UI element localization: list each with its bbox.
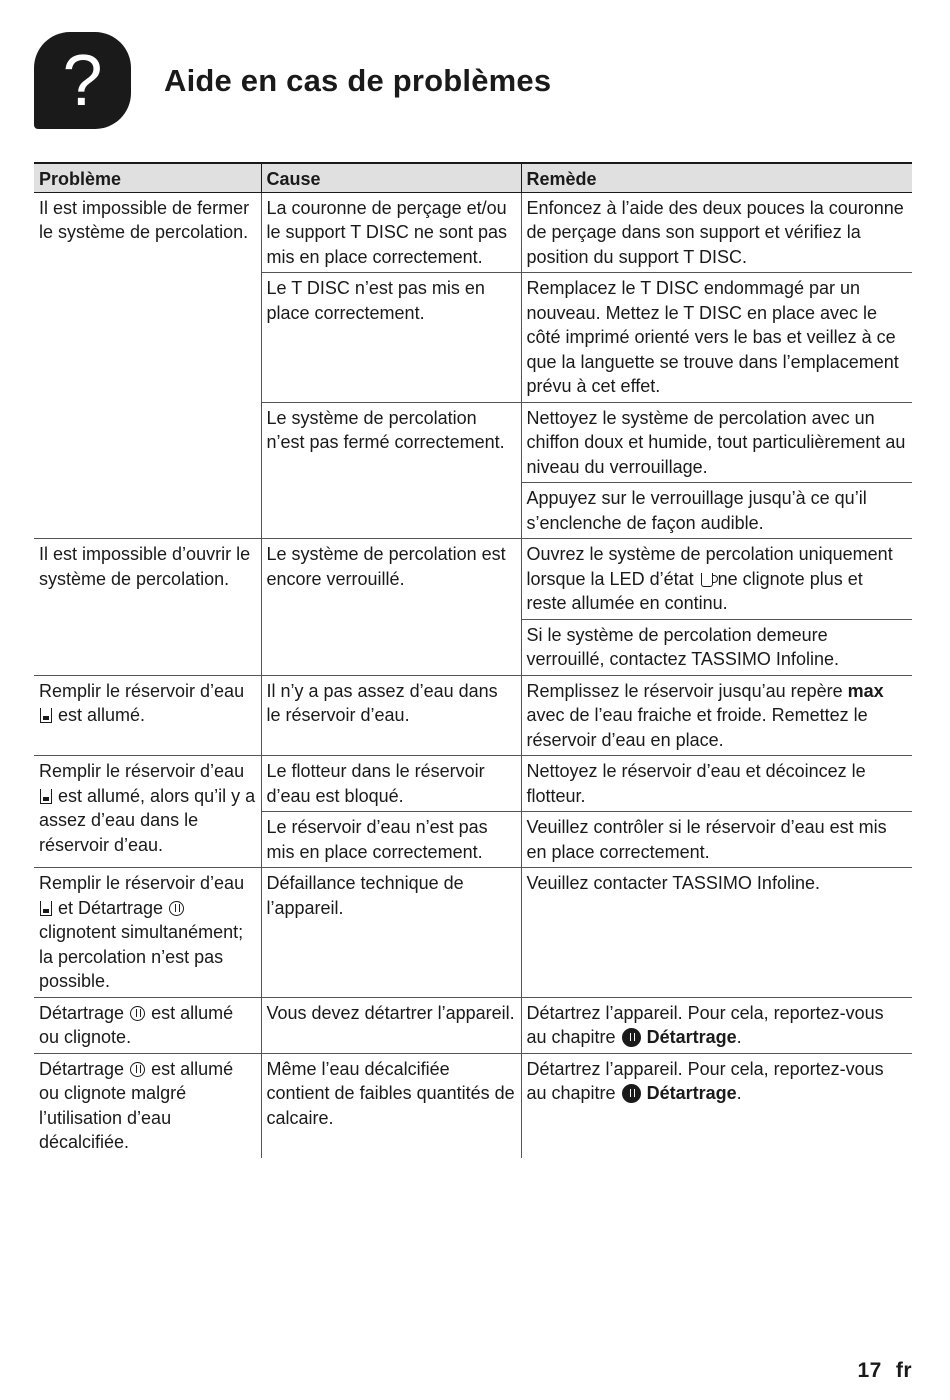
page-title: Aide en cas de problèmes (164, 62, 552, 98)
problem-text: Détartrage (39, 1058, 125, 1079)
cause-cell: Il n’y a pas assez d’eau dans le réservoir d’eau. (261, 675, 521, 756)
problem-text: Remplir le réservoir d’eau (39, 761, 245, 781)
problem-text: est allumé ou clignote. (39, 1002, 234, 1047)
descaling-chapter-icon (622, 1084, 641, 1103)
descaling-icon (169, 901, 184, 916)
column-header-remedy: Remède (521, 163, 912, 192)
remedy-cell (521, 675, 912, 756)
remedy-cell: Veuillez contacter TASSIMO Infoline. (521, 868, 912, 998)
water-tank-icon (40, 789, 52, 804)
cause-cell: Le T DISC n’est pas mis en place correctement. (261, 273, 521, 403)
table-row (34, 868, 912, 998)
remedy-cell (521, 997, 912, 1053)
remedy-text: Ouvrez le système de percolation uniquement lorsque la LED d’état (526, 544, 893, 589)
table-row (34, 192, 912, 273)
remedy-cell (521, 539, 912, 620)
table-row (34, 756, 912, 812)
cause-cell: Le réservoir d’eau n’est pas mis en place correctement. (261, 812, 521, 868)
descaling-icon (130, 1006, 145, 1021)
problem-text: clignotent simultanément; la percolation n’est pas possible. (39, 922, 244, 991)
problem-text: est allumé, alors qu’il y a assez d’eau dans le réservoir d’eau. (39, 785, 256, 855)
remedy-text: Détartrez l’appareil. Pour cela, reportez-vous au chapitre (526, 1058, 884, 1103)
chapter-reference: Détartrage (646, 1027, 737, 1047)
cause-cell: Défaillance technique de l’appareil. (261, 868, 521, 998)
cause-cell: La couronne de perçage et/ou le support T DISC ne sont pas mis en place correctement. (261, 192, 521, 273)
problem-cell: Il est impossible de fermer le système de percolation. (34, 192, 261, 539)
problem-text: et Détartrage (58, 897, 164, 918)
water-tank-icon (40, 901, 52, 916)
table-row (34, 1053, 912, 1158)
cause-cell: Le système de percolation est encore verrouillé. (261, 539, 521, 676)
remedy-text: ne clignote plus et reste allumée en continu. (526, 568, 863, 613)
remedy-text: . (736, 1027, 742, 1047)
page-number: 17 (857, 1359, 882, 1382)
remedy-text: avec de l’eau fraiche et froide. Remettez le réservoir d’eau en place. (526, 705, 868, 750)
max-mark-label: max (847, 680, 884, 701)
remedy-text: . (736, 1083, 742, 1103)
cause-cell: Le flotteur dans le réservoir d’eau est bloqué. (261, 756, 521, 812)
table-header-row (34, 163, 912, 192)
cause-cell: Vous devez détartrer l’appareil. (261, 997, 521, 1053)
descaling-chapter-icon (622, 1028, 641, 1047)
remedy-cell: Enfoncez à l’aide des deux pouces la couronne de perçage dans son support et vérifiez la position du support T DISC. (521, 192, 912, 273)
problem-text: est allumé ou clignote malgré l’utilisation d’eau décalcifiée. (39, 1058, 234, 1152)
problem-cell (34, 756, 261, 868)
problem-cell (34, 997, 261, 1053)
table-row (34, 539, 912, 620)
remedy-text: Remplissez le réservoir jusqu’au repère (526, 680, 843, 701)
descaling-icon (130, 1062, 145, 1077)
table-row (34, 675, 912, 756)
table-row (34, 997, 912, 1053)
water-tank-icon (40, 708, 52, 723)
question-mark-icon: ? (34, 32, 131, 129)
problem-text: Remplir le réservoir d’eau (39, 680, 245, 701)
cause-cell: Le système de percolation n’est pas fermé correctement. (261, 402, 521, 539)
troubleshooting-table (34, 162, 912, 1158)
problem-text: Détartrage (39, 1002, 125, 1023)
problem-text: Remplir le réservoir d’eau (39, 873, 245, 893)
problem-text: est allumé. (58, 705, 146, 725)
problem-cell (34, 868, 261, 998)
chapter-reference: Détartrage (646, 1083, 737, 1103)
column-header-cause: Cause (261, 163, 521, 192)
remedy-cell: Appuyez sur le verrouillage jusqu’à ce qu’il s’enclenche de façon audible. (521, 483, 912, 539)
cup-icon (701, 573, 713, 587)
remedy-cell: Veuillez contrôler si le réservoir d’eau est mis en place correctement. (521, 812, 912, 868)
problem-cell: Il est impossible d’ouvrir le système de percolation. (34, 539, 261, 676)
remedy-cell: Nettoyez le système de percolation avec un chiffon doux et humide, tout particulièrement au niveau du verrouillage. (521, 402, 912, 483)
remedy-text: Détartrez l’appareil. Pour cela, reportez-vous au chapitre (526, 1002, 884, 1047)
cause-cell: Même l’eau décalcifiée contient de faibles quantités de calcaire. (261, 1053, 521, 1158)
remedy-cell: Nettoyez le réservoir d’eau et décoincez le flotteur. (521, 756, 912, 812)
language-code: fr (895, 1359, 912, 1382)
problem-cell (34, 1053, 261, 1158)
remedy-cell (521, 1053, 912, 1158)
page-header (34, 32, 551, 129)
remedy-cell: Si le système de percolation demeure verrouillé, contactez TASSIMO Infoline. (521, 619, 912, 675)
remedy-cell: Remplacez le T DISC endommagé par un nouveau. Mettez le T DISC en place avec le côté imprimé orienté vers le bas et veillez à ce que la languette se trouve dans l’emplacement prévu à cet effet. (521, 273, 912, 403)
page-footer (857, 1359, 912, 1383)
problem-cell (34, 675, 261, 756)
column-header-problem: Problème (34, 163, 261, 192)
